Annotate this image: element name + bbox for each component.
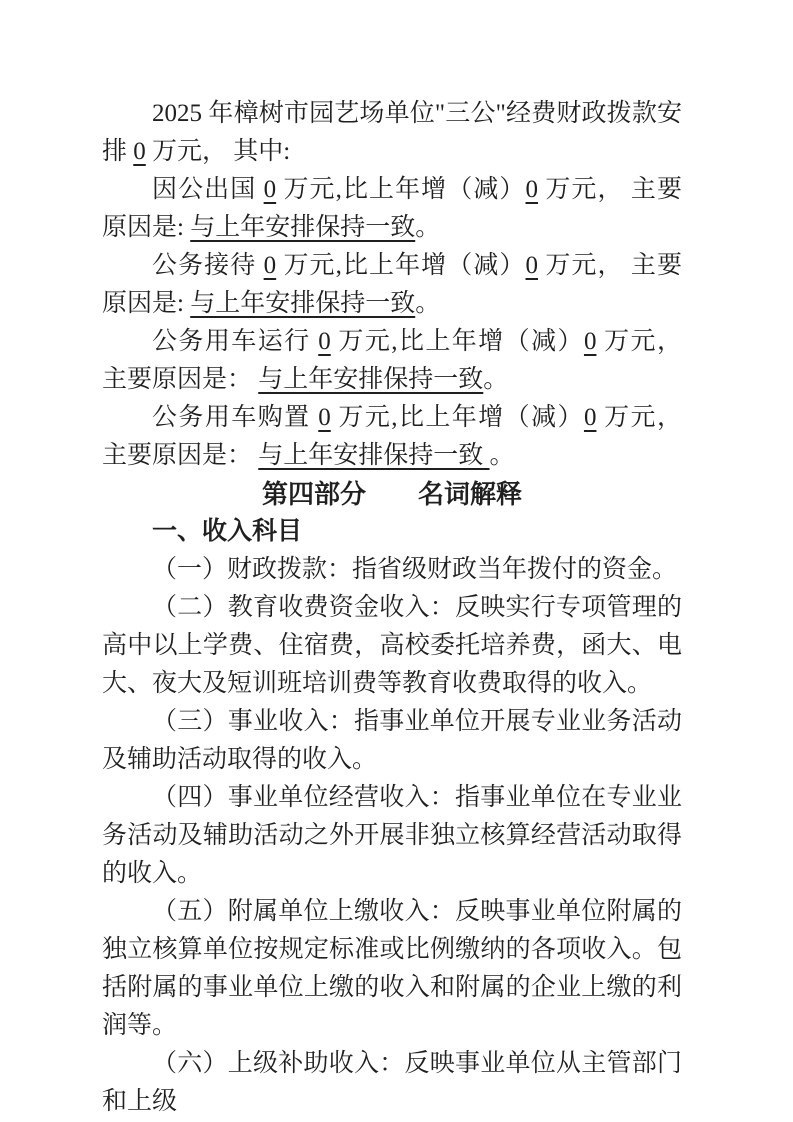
underlined-value: 0 xyxy=(318,328,331,355)
underlined-value: 0 xyxy=(263,176,277,203)
document-content xyxy=(102,95,682,1121)
text-segment: 万元,比上年增（减） xyxy=(276,176,526,203)
text-segment: 万元， 其中: xyxy=(145,138,291,165)
definition-subsidiary-remittance-income: （五）附属单位上缴收入：反映事业单位附属的独立核算单位按规定标准或比例缴纳的各项收入。包括附属的事业单位上缴的收入和附属的企业上缴的利润等。 xyxy=(102,898,682,1039)
text-segment: 2025 年樟树市园艺场单位"三公"经费财政拨款安排 xyxy=(102,100,682,165)
text-segment: 。 xyxy=(415,214,441,241)
underlined-value: 0 xyxy=(318,404,331,431)
text-segment: 公务用车购置 xyxy=(152,404,319,431)
underlined-value: 0 xyxy=(263,252,277,279)
section4-subheading-income-items: 一、收入科目 xyxy=(152,518,303,545)
underlined-reason: 与上年安排保持一致 xyxy=(258,442,490,469)
text-segment: 。 xyxy=(483,366,509,393)
underlined-reason: 与上年安排保持一致 xyxy=(190,214,416,241)
text-segment: 万元,比上年增（减） xyxy=(330,404,584,431)
underlined-value: 0 xyxy=(133,138,146,165)
text-segment: 因公出国 xyxy=(152,176,264,203)
underlined-reason: 与上年安排保持一致 xyxy=(190,290,416,317)
para-official-reception xyxy=(102,247,682,323)
definition-superior-subsidy-income: （六）上级补助收入：反映事业单位从主管部门和上级 xyxy=(102,1050,682,1115)
text-segment: 万元,比上年增（减） xyxy=(330,328,584,355)
definition-public-institution-income: （三）事业收入：指事业单位开展专业业务活动及辅助活动取得的收入。 xyxy=(102,708,682,773)
definition-operating-income: （四）事业单位经营收入：指事业单位在专业业务活动及辅助活动之外开展非独立核算经营活动取得的收入。 xyxy=(102,784,682,887)
text-segment: 万元， 主要原因是: xyxy=(102,176,682,241)
text-segment: 万元， 主要原因是： xyxy=(102,404,682,469)
text-segment: 。 xyxy=(489,442,515,469)
underlined-value: 0 xyxy=(525,176,538,203)
text-segment: 万元， 主要原因是： xyxy=(102,328,682,393)
underlined-value: 0 xyxy=(583,404,597,431)
definition-education-fee-income: （二）教育收费资金收入：反映实行专项管理的高中以上学费、住宿费，高校委托培养费，函大、电大、夜大及短训班培训费等教育收费取得的收入。 xyxy=(102,594,682,697)
text-segment: 。 xyxy=(415,290,441,317)
para-vehicle-operation xyxy=(102,323,682,399)
underlined-value: 0 xyxy=(525,252,538,279)
text-segment: 万元， 主要原因是: xyxy=(102,252,682,317)
para-vehicle-purchase xyxy=(102,399,682,475)
definition-fiscal-appropriation: （一）财政拨款：指省级财政当年拨付的资金。 xyxy=(152,556,678,583)
text-segment: 公务接待 xyxy=(152,252,264,279)
para-official-overseas-trips xyxy=(102,171,682,247)
text-segment: 公务用车运行 xyxy=(152,328,319,355)
para-sangong-total xyxy=(102,95,682,171)
underlined-reason: 与上年安排保持一致 xyxy=(258,366,484,393)
text-segment: 万元,比上年增（减） xyxy=(276,252,526,279)
section4-heading: 第四部分 名词解释 xyxy=(261,479,522,509)
underlined-value: 0 xyxy=(583,328,597,355)
